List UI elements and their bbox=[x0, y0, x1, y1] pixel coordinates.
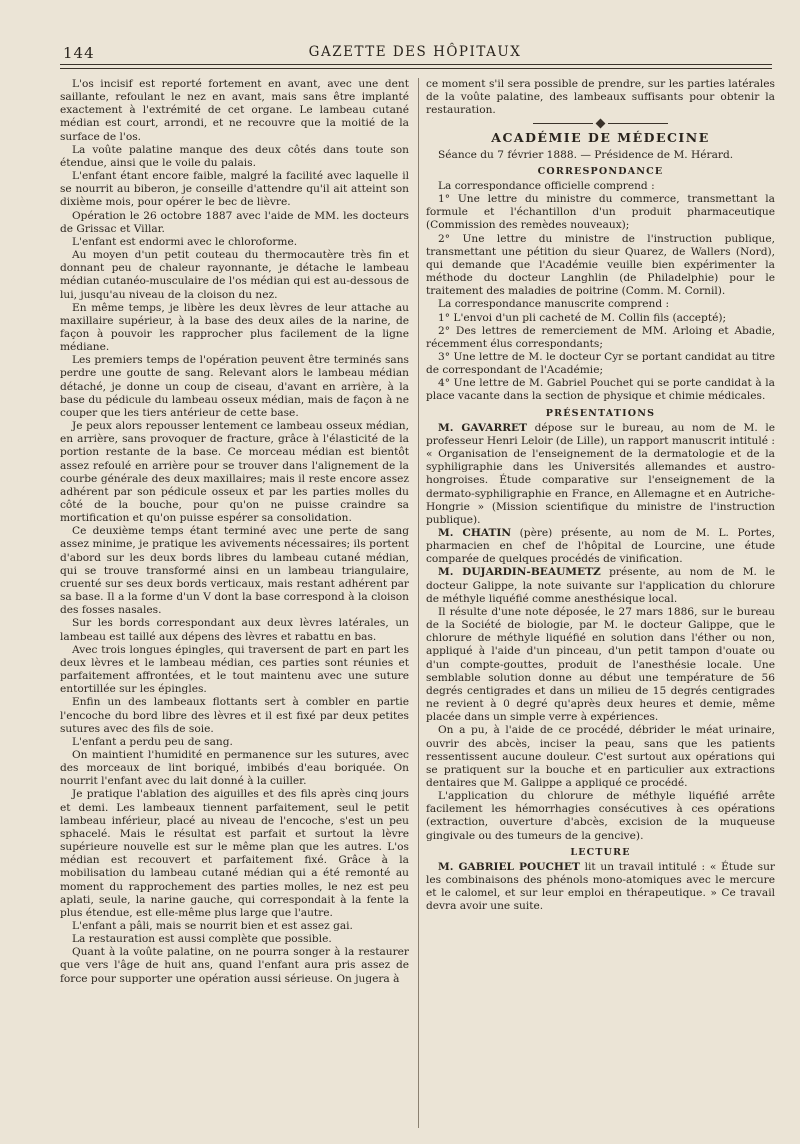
article-paragraph: Opération le 26 octobre 1887 avec l'aide de MM. les docteurs de Grissac et Villar. bbox=[60, 209, 409, 235]
correspondance-intro: La correspondance officielle comprend : bbox=[438, 179, 655, 192]
page-header bbox=[55, 44, 775, 66]
article-paragraph: Avec trois longues épingles, qui traversent de part en part les deux lèvres et le lambeau médian, ces parties sont réunies et parfaitement affrontées, et le tout maintenu avec une suture entortillée sur les épingles. bbox=[60, 643, 409, 696]
presentation-entry bbox=[426, 527, 775, 566]
academy-title: ACADÉMIE DE MÉDECINE bbox=[491, 130, 710, 146]
article-paragraph: L'os incisif est reporté fortement en avant, avec une dent saillante, refoulant le nez en avant, mais sans être implanté exactement à l'extrémité de cet organe. Le lambeau cutané médian est court, arrondi, et ne recouvre que la moitié de la surface de l'os. bbox=[60, 78, 409, 143]
note-paragraph: On a pu, à l'aide de ce procédé, débrider le méat urinaire, ouvrir des abcès, inciser la peau, sans que les patients ressentissent aucune douleur. C'est surtout aux opérations qui se pratiquent sur la bouche et en particulier aux extractions dentaires que M. Galippe a appliqué ce procédé. bbox=[426, 724, 775, 789]
note-paragraph: Il résulte d'une note déposée, le 27 mars 1886, sur le bureau de la Société de biologie, par M. le docteur Galippe, que le chlorure de méthyle liquéfié en solution dans l'éther ou non, appliqué à l'aide d'un pinceau, d'un petit tampon d'ouate ou d'un compte-gouttes, produit de l'anesthésie locale. Une semblable solution donne au début une température de 56 degrés centigrades et dans un milieu de 15 degrés centigrades ne revient à 0 degré qu'après deux heures et demie, même placée dans un simple verre à expériences. bbox=[426, 605, 775, 724]
presenter-name: M. DUJARDIN-BEAUMETZ bbox=[438, 566, 601, 579]
manuscript-item: 1° L'envoi d'un pli cacheté de M. Collin fils (accepté); bbox=[438, 311, 727, 324]
presenter-name: M. CHATIN bbox=[438, 527, 511, 539]
journal-title: GAZETTE DES HÔPITAUX bbox=[308, 44, 522, 60]
presentation-entry bbox=[426, 566, 775, 605]
article-paragraph: Je pratique l'ablation des aiguilles et des fils après cinq jours et demi. Les lambeaux tiennent parfaitement, seul le petit lambeau inférieur, placé au niveau de l'encoche, s'est un peu sphacelé. Mais le résultat est parfait et surtout la lèvre supérieure nouvelle est sur le même plan que les autres. L'os médian est recouvert et parfaitement fixé. Grâce à la mobilisation du lambeau cutané médian qui a été remonté au moment du rapprochement des parties molles, le nez est peu aplati, seule, la narine gauche, qui correspondait à la fente la plus étendue, est elle-même plus large que l'autre. bbox=[60, 788, 409, 919]
article-paragraph: Les premiers temps de l'opération peuvent être terminés sans perdre une goutte de sang. Relevant alors le lambeau médian détaché, je donne un coup de ciseau, d'avant en arrière, à la base du pédicule du lambeau osseux médian, mais de façon à ne couper que les tiers antérieur de cette base. bbox=[60, 354, 409, 419]
presentation-text: présente, au nom de M. le docteur Galippe, la note suivante sur l'application du chlorure de méthyle liquéfié comme anesthésique local. bbox=[426, 566, 775, 605]
article-paragraph: Sur les bords correspondant aux deux lèvres latérales, un lambeau est taillé aux dépens des lèvres et rabattu en bas. bbox=[60, 617, 409, 643]
correspondance-title: CORRESPONDANCE bbox=[537, 165, 664, 177]
article-paragraph: En même temps, je libère les deux lèvres de leur attache au maxillaire supérieur, à la base des deux ailes de la narine, de façon à pouvoir les rapprocher plus facilement de la ligne médiane. bbox=[60, 301, 409, 354]
lecture-text: lit un travail intitulé : « Étude sur les combinaisons des phénols mono-atomiques avec le mercure et le calomel, et sur leur emploi en thérapeutique. » Ce travail devra avoir une suite. bbox=[426, 860, 775, 913]
note-paragraph: L'application du chlorure de méthyle liquéfié arrête facilement les hémorrhagies consécutives à ces opérations (extraction, ouverture d'abcès, excision de la muqueuse gingivale ou des tumeurs de la gencive). bbox=[426, 790, 775, 842]
left-column bbox=[60, 78, 409, 1128]
article-paragraph: On maintient l'humidité en permanence sur les sutures, avec des morceaux de lint boriqué, imbibés d'eau boriquée. On nourrit l'enfant avec du lait donné à la cuiller. bbox=[60, 748, 409, 788]
presentations-title: PRÉSENTATIONS bbox=[545, 407, 656, 419]
article-paragraph: Ce deuxième temps étant terminé avec une perte de sang assez minime, je pratique les avivements nécessaires; ils portent d'abord sur les deux bords libres du lambeau cutané médian, qui se trouve transformé ainsi en un lambeau triangulaire, cruenté sur ses deux bords verticaux, mais restant adhérent par sa base. Il a la forme d'un V dont la base correspond à la cloison des fosses nasales. bbox=[60, 525, 409, 617]
lecturer-name: M. GABRIEL POUCHET bbox=[438, 860, 580, 873]
manuscript-item: 4° Une lettre de M. Gabriel Pouchet qui se porte candidat à la place vacante dans la section de physique et chimie médicales. bbox=[426, 377, 775, 403]
session-line: Séance du 7 février 1888. — Présidence de M. Hérard. bbox=[438, 148, 734, 161]
header-rule-thin bbox=[60, 68, 772, 69]
article-paragraph: La voûte palatine manque des deux côtés dans toute son étendue, ainsi que le voile du palais. bbox=[60, 143, 409, 169]
presentation-text: (père) présente, au nom de M. L. Portes, pharmacien en chef de l'hôpital de Lourcine, une étude comparée de quelques procédés de vinification. bbox=[426, 527, 775, 566]
article-paragraph: Je peux alors repousser lentement ce lambeau osseux médian, en arrière, sans provoquer de fracture, grâce à l'élasticité de la portion restante de la base. Ce morceau médian est bientôt assez refoulé en arrière pour se trouver dans l'alignement de la courbe générale des deux maxillaires; mais il reste encore assez adhérent par son pédicule osseux et par les parties molles du côté de la bouche, pour qu'on ne puisse craindre sa mortification et qu'on puisse espérer sa consolidation. bbox=[60, 420, 409, 525]
right-column bbox=[426, 78, 775, 1128]
lecture-entry bbox=[426, 861, 775, 914]
header-rule bbox=[60, 64, 772, 65]
manuscript-item: 2° Des lettres de remerciement de MM. Arloing et Abadie, récemment élus correspondants; bbox=[426, 324, 775, 350]
manuscript-item: 3° Une lettre de M. le docteur Cyr se portant candidat au titre de correspondant de l'Académie; bbox=[426, 350, 775, 377]
official-item: 1° Une lettre du ministre du commerce, transmettant la formule et l'échantillon d'un produit pharmaceutique (Commission des remèdes nouveaux); bbox=[426, 193, 775, 232]
article-paragraph: L'enfant a pâli, mais se nourrit bien et est assez gai. bbox=[72, 920, 353, 932]
article-paragraph: Enfin un des lambeaux flottants sert à combler en partie l'encoche du bord libre des lèvres et il est fixé par deux petites sutures avec des fils de soie. bbox=[60, 696, 409, 735]
presentation-entry bbox=[426, 422, 775, 527]
article-paragraph: La restauration est aussi complète que possible. bbox=[72, 933, 332, 946]
lecture-title: LECTURE bbox=[570, 846, 631, 858]
article-paragraph: L'enfant est endormi avec le chloroforme. bbox=[72, 235, 298, 248]
article-paragraph: Au moyen d'un petit couteau du thermocautère très fin et donnant peu de chaleur rayonnante, je détache le lambeau médian cutanéo-musculaire de l'os médian qui est au-dessous de lui, jusqu'au niveau de la cloison du nez. bbox=[60, 249, 409, 301]
section-separator bbox=[426, 117, 775, 129]
official-item: 2° Une lettre du ministre de l'instruction publique, transmettant une pétition du sieur Quarez, de Wallers (Nord), qui demande que l'Académie veuille bien expérimenter la méthode du docteur Langhlin (de Philadelphie) pour le traitement des maladies de poitrine (Comm. M. Cornil). bbox=[426, 232, 775, 298]
article-paragraph: Quant à la voûte palatine, on ne pourra songer à la restaurer que vers l'âge de huit ans, quand l'enfant aura pris assez de force pour supporter une opération aussi sérieuse. On jugera à bbox=[60, 946, 409, 985]
column-divider bbox=[418, 78, 419, 1128]
presentation-text: dépose sur le bureau, au nom de M. le professeur Henri Leloir (de Lille), un rapport manuscrit intitulé : « Organisation de l'enseignement de la dermatologie et de la syphiligraphie dans les Universités allemandes et austro-hongroises. Étude comparative sur l'enseignement de la dermato-syphiligraphie en France, en Allemagne et en Autriche-Hongrie » (Mission scientifique du ministre de l'instruction publique). bbox=[426, 421, 775, 526]
manuscript-intro: La correspondance manuscrite comprend : bbox=[438, 298, 670, 311]
presenter-name: M. GAVARRET bbox=[438, 421, 528, 434]
page-number: 144 bbox=[63, 44, 95, 62]
continuation-paragraph: ce moment s'il sera possible de prendre, sur les parties latérales de la voûte palatine, des lambeaux suffisants pour obtenir la restauration. bbox=[426, 78, 775, 117]
article-paragraph: L'enfant étant encore faible, malgré la facilité avec laquelle il se nourrit au biberon, je conseille d'attendre qu'il ait atteint son dixième mois, pour opérer le bec de lièvre. bbox=[60, 170, 409, 209]
article-paragraph: L'enfant a perdu peu de sang. bbox=[72, 735, 233, 748]
